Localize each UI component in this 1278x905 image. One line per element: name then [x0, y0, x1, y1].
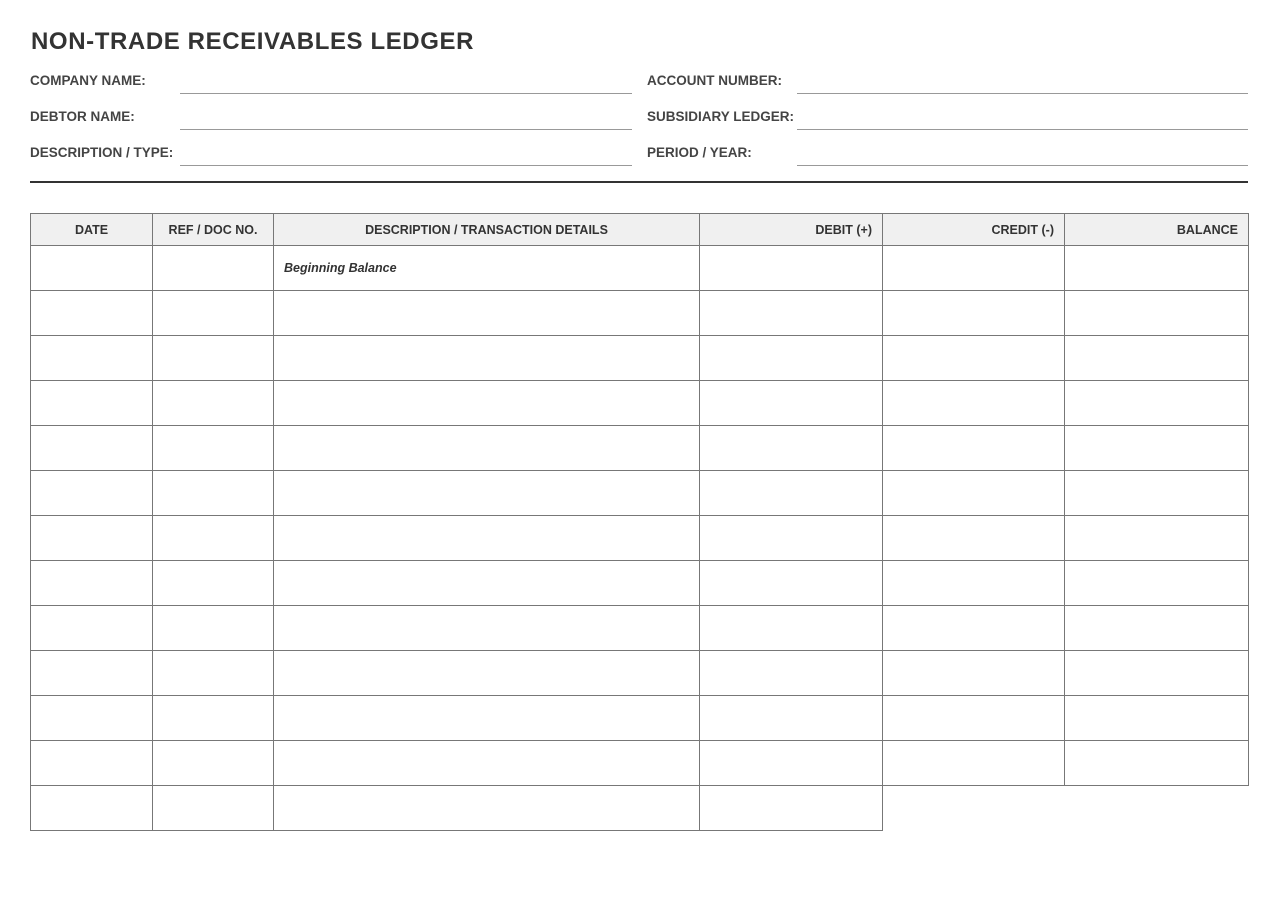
column-header-description: DESCRIPTION / TRANSACTION DETAILS [274, 214, 700, 246]
description-cell[interactable] [274, 606, 700, 651]
balance-cell[interactable] [1065, 561, 1249, 606]
table-row [31, 471, 1249, 516]
ref-cell[interactable] [153, 606, 274, 651]
date-cell[interactable] [31, 561, 153, 606]
date-cell[interactable] [31, 696, 153, 741]
description-cell[interactable] [274, 786, 700, 831]
ref-cell[interactable] [153, 246, 274, 291]
debit-cell[interactable] [700, 471, 883, 516]
table-row-opening [31, 246, 1249, 291]
ledger-table [30, 213, 1249, 831]
date-cell[interactable] [31, 651, 153, 696]
credit-cell[interactable] [883, 336, 1065, 381]
company-name-label: COMPANY NAME: [30, 73, 146, 88]
ref-cell[interactable] [153, 471, 274, 516]
debit-cell[interactable] [700, 291, 883, 336]
column-header-debit: DEBIT (+) [700, 214, 883, 246]
description-cell[interactable] [274, 651, 700, 696]
debit-cell[interactable] [700, 606, 883, 651]
debit-cell[interactable] [700, 786, 883, 831]
description-cell[interactable] [274, 381, 700, 426]
description-cell[interactable] [274, 696, 700, 741]
ref-cell[interactable] [153, 336, 274, 381]
ref-cell[interactable] [153, 516, 274, 561]
account-number-field[interactable] [797, 93, 1248, 94]
debit-cell[interactable] [700, 246, 883, 291]
debtor-name-field[interactable] [180, 129, 632, 130]
date-cell[interactable] [31, 381, 153, 426]
debit-cell[interactable] [700, 696, 883, 741]
subsidiary-ledger-field[interactable] [797, 129, 1248, 130]
account-number-label: ACCOUNT NUMBER: [647, 73, 782, 88]
table-row [31, 786, 1249, 831]
table-row [31, 336, 1249, 381]
credit-cell[interactable] [883, 741, 1065, 786]
debit-cell[interactable] [700, 516, 883, 561]
description-cell[interactable] [274, 516, 700, 561]
credit-cell[interactable] [883, 246, 1065, 291]
date-cell[interactable] [31, 606, 153, 651]
table-row [31, 426, 1249, 471]
beginning-balance-label: Beginning Balance [284, 261, 397, 275]
subsidiary-ledger-label: SUBSIDIARY LEDGER: [647, 109, 795, 124]
balance-cell[interactable] [1065, 426, 1249, 471]
table-row [31, 606, 1249, 651]
ref-cell[interactable] [153, 786, 274, 831]
balance-cell[interactable] [1065, 516, 1249, 561]
debit-cell[interactable] [700, 561, 883, 606]
balance-cell[interactable] [1065, 336, 1249, 381]
ref-cell[interactable] [153, 291, 274, 336]
balance-cell[interactable] [1065, 696, 1249, 741]
balance-cell[interactable] [1065, 471, 1249, 516]
debtor-name-label: DEBTOR NAME: [30, 109, 135, 124]
period-year-field[interactable] [797, 165, 1248, 166]
description-cell[interactable] [274, 426, 700, 471]
description-cell[interactable] [274, 291, 700, 336]
column-header-date: DATE [31, 214, 153, 246]
description-type-field[interactable] [180, 165, 632, 166]
credit-cell[interactable] [883, 651, 1065, 696]
balance-cell[interactable] [1065, 246, 1249, 291]
description-type-label: DESCRIPTION / TYPE: [30, 145, 174, 160]
column-header-ref: REF / DOC NO. [153, 214, 274, 246]
debit-cell[interactable] [700, 741, 883, 786]
description-cell[interactable] [274, 741, 700, 786]
ledger-header-row [31, 214, 1249, 246]
ref-cell[interactable] [153, 561, 274, 606]
balance-cell[interactable] [1065, 291, 1249, 336]
table-row [31, 516, 1249, 561]
ref-cell[interactable] [153, 426, 274, 471]
date-cell[interactable] [31, 426, 153, 471]
header-divider [30, 181, 1248, 183]
ref-cell[interactable] [153, 651, 274, 696]
credit-cell[interactable] [883, 606, 1065, 651]
balance-cell[interactable] [1065, 741, 1249, 786]
date-cell[interactable] [31, 786, 153, 831]
table-row [31, 741, 1249, 786]
date-cell[interactable] [31, 291, 153, 336]
table-row [31, 291, 1249, 336]
credit-cell[interactable] [883, 696, 1065, 741]
description-cell[interactable] [274, 561, 700, 606]
description-cell[interactable] [274, 246, 700, 291]
balance-cell[interactable] [1065, 651, 1249, 696]
period-year-label: PERIOD / YEAR: [647, 145, 752, 160]
credit-cell[interactable] [883, 516, 1065, 561]
column-header-credit: CREDIT (-) [883, 214, 1065, 246]
ref-cell[interactable] [153, 696, 274, 741]
description-cell[interactable] [274, 471, 700, 516]
company-name-field[interactable] [180, 93, 632, 94]
debit-cell[interactable] [700, 336, 883, 381]
empty-space [1065, 786, 1249, 831]
table-row [31, 696, 1249, 741]
balance-cell[interactable] [1065, 606, 1249, 651]
credit-cell[interactable] [883, 471, 1065, 516]
column-header-balance: BALANCE [1065, 214, 1249, 246]
credit-cell[interactable] [883, 426, 1065, 471]
table-row [31, 381, 1249, 426]
date-cell[interactable] [31, 471, 153, 516]
credit-cell[interactable] [883, 381, 1065, 426]
debit-cell[interactable] [700, 426, 883, 471]
date-cell[interactable] [31, 246, 153, 291]
table-row [31, 561, 1249, 606]
debit-cell[interactable] [700, 381, 883, 426]
date-cell[interactable] [31, 741, 153, 786]
credit-cell[interactable] [883, 561, 1065, 606]
ref-cell[interactable] [153, 741, 274, 786]
date-cell[interactable] [31, 336, 153, 381]
page-title: NON-TRADE RECEIVABLES LEDGER [31, 28, 475, 55]
balance-cell[interactable] [1065, 381, 1249, 426]
credit-cell[interactable] [883, 291, 1065, 336]
table-row [31, 651, 1249, 696]
debit-cell[interactable] [700, 651, 883, 696]
ref-cell[interactable] [153, 381, 274, 426]
date-cell[interactable] [31, 516, 153, 561]
empty-space [883, 786, 1065, 831]
description-cell[interactable] [274, 336, 700, 381]
